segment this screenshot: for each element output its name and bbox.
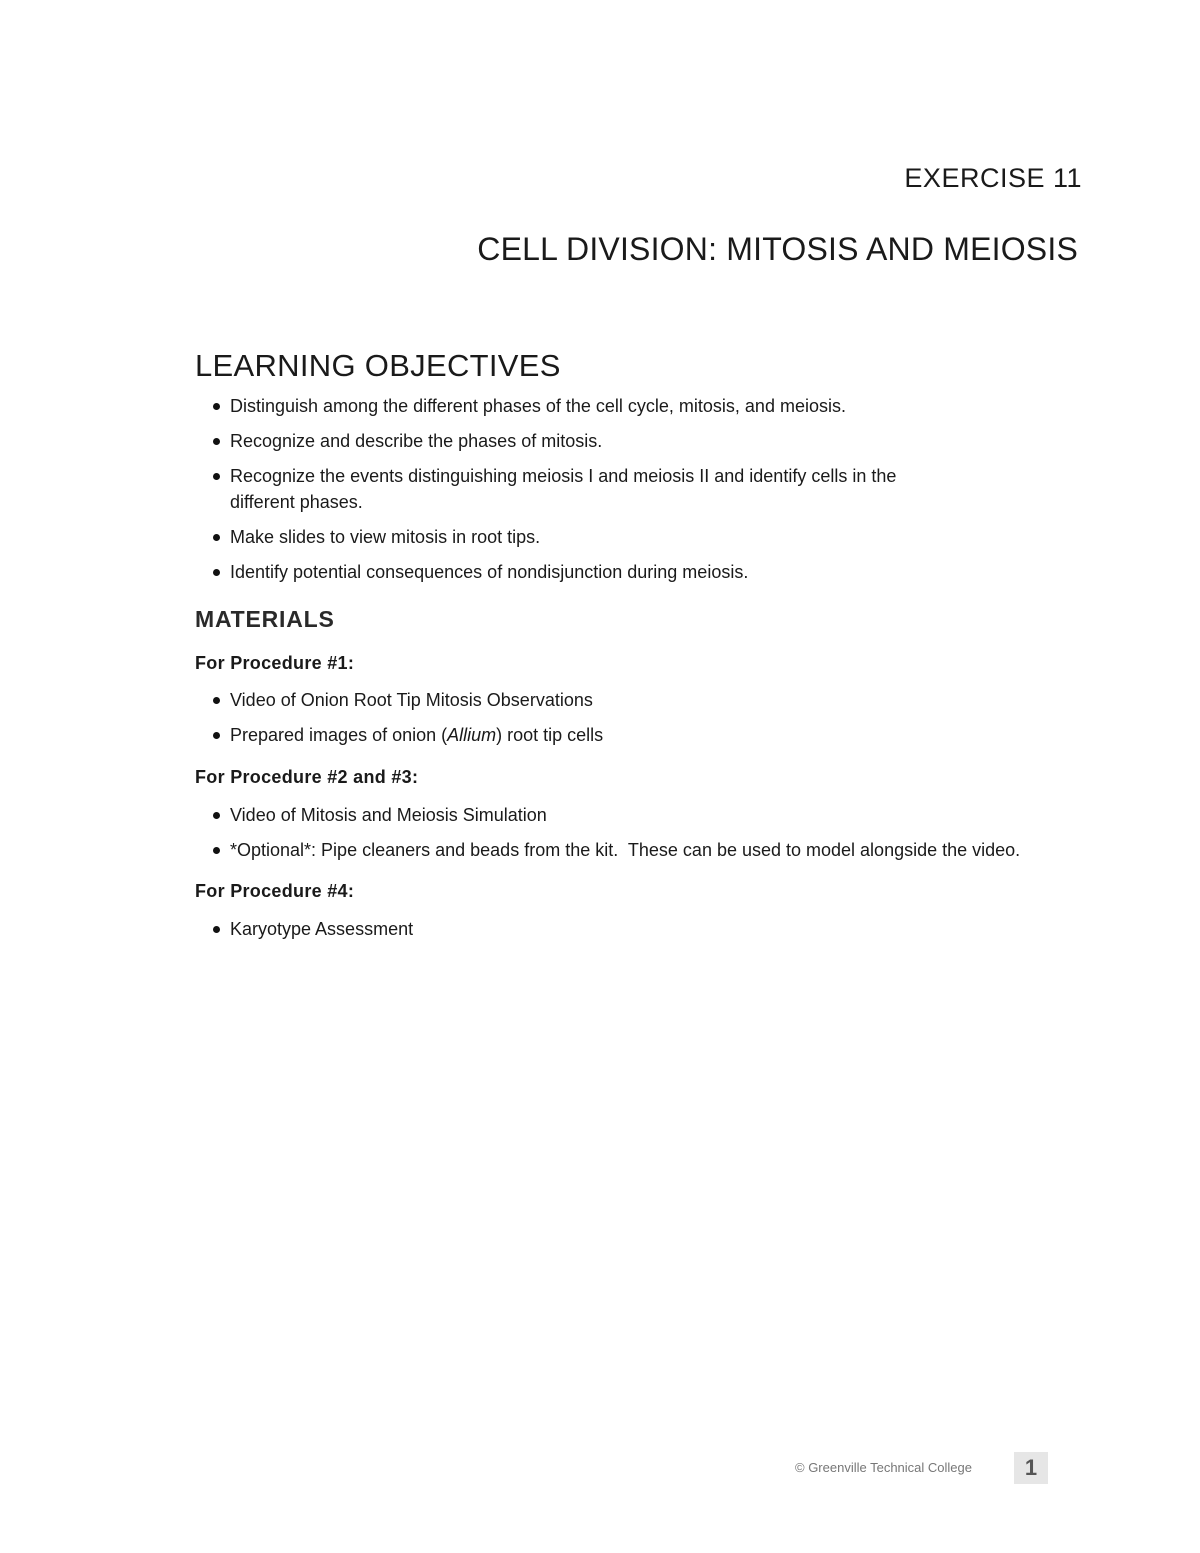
procedure-4-list [210, 916, 413, 951]
objective-text: Make slides to view mitosis in root tips. [230, 527, 541, 547]
objective-text: Recognize and describe the phases of mitosis. [230, 431, 603, 451]
list-item [210, 559, 896, 585]
material-text: Video of Mitosis and Meiosis Simulation [230, 805, 547, 825]
page-number: 1 [1014, 1452, 1048, 1484]
procedure-1-list [210, 687, 603, 757]
material-text: Video of Onion Root Tip Mitosis Observations [230, 690, 593, 710]
list-item [210, 837, 1020, 863]
bullet-icon [213, 438, 220, 445]
footer-copyright: © Greenville Technical College [795, 1460, 972, 1475]
list-item [210, 428, 896, 454]
exercise-label: EXERCISE 11 [904, 163, 1082, 193]
material-text-suffix: ) root tip cells [496, 725, 604, 745]
material-text: Karyotype Assessment [230, 919, 414, 939]
procedure-2-3-heading: For Procedure #2 and #3: [195, 767, 419, 787]
list-item [210, 463, 896, 515]
materials-heading: MATERIALS [195, 606, 335, 632]
bullet-icon [213, 732, 220, 739]
bullet-icon [213, 473, 220, 480]
list-item [210, 916, 413, 942]
procedure-1-heading: For Procedure #1: [195, 653, 355, 673]
objectives-list [210, 393, 896, 594]
objective-text: Identify potential consequences of nondisjunction during meiosis. [230, 562, 749, 582]
bullet-icon [213, 569, 220, 576]
objective-text: Distinguish among the different phases of the cell cycle, mitosis, and meiosis. [230, 396, 846, 416]
material-text: *Optional*: Pipe cleaners and beads from the kit. These can be used to model alongside the video. [230, 840, 1021, 860]
list-item [210, 687, 603, 713]
objective-text: Recognize the events distinguishing meiosis I and meiosis II and identify cells in the [230, 466, 897, 486]
material-text-italic: Allium [447, 725, 497, 745]
bullet-icon [213, 926, 220, 933]
list-item [210, 524, 896, 550]
material-text-prefix: Prepared images of onion ( [230, 725, 448, 745]
bullet-icon [213, 847, 220, 854]
procedure-4-heading: For Procedure #4: [195, 881, 355, 901]
bullet-icon [213, 697, 220, 704]
list-item [210, 802, 1020, 828]
objective-text-continuation: different phases. [230, 492, 363, 512]
learning-objectives-heading: LEARNING OBJECTIVES [195, 348, 561, 383]
bullet-icon [213, 403, 220, 410]
bullet-icon [213, 812, 220, 819]
bullet-icon [213, 534, 220, 541]
procedure-2-3-list [210, 802, 1020, 872]
chapter-title: CELL DIVISION: MITOSIS AND MEIOSIS [477, 231, 1078, 267]
list-item [210, 722, 603, 748]
list-item [210, 393, 896, 419]
